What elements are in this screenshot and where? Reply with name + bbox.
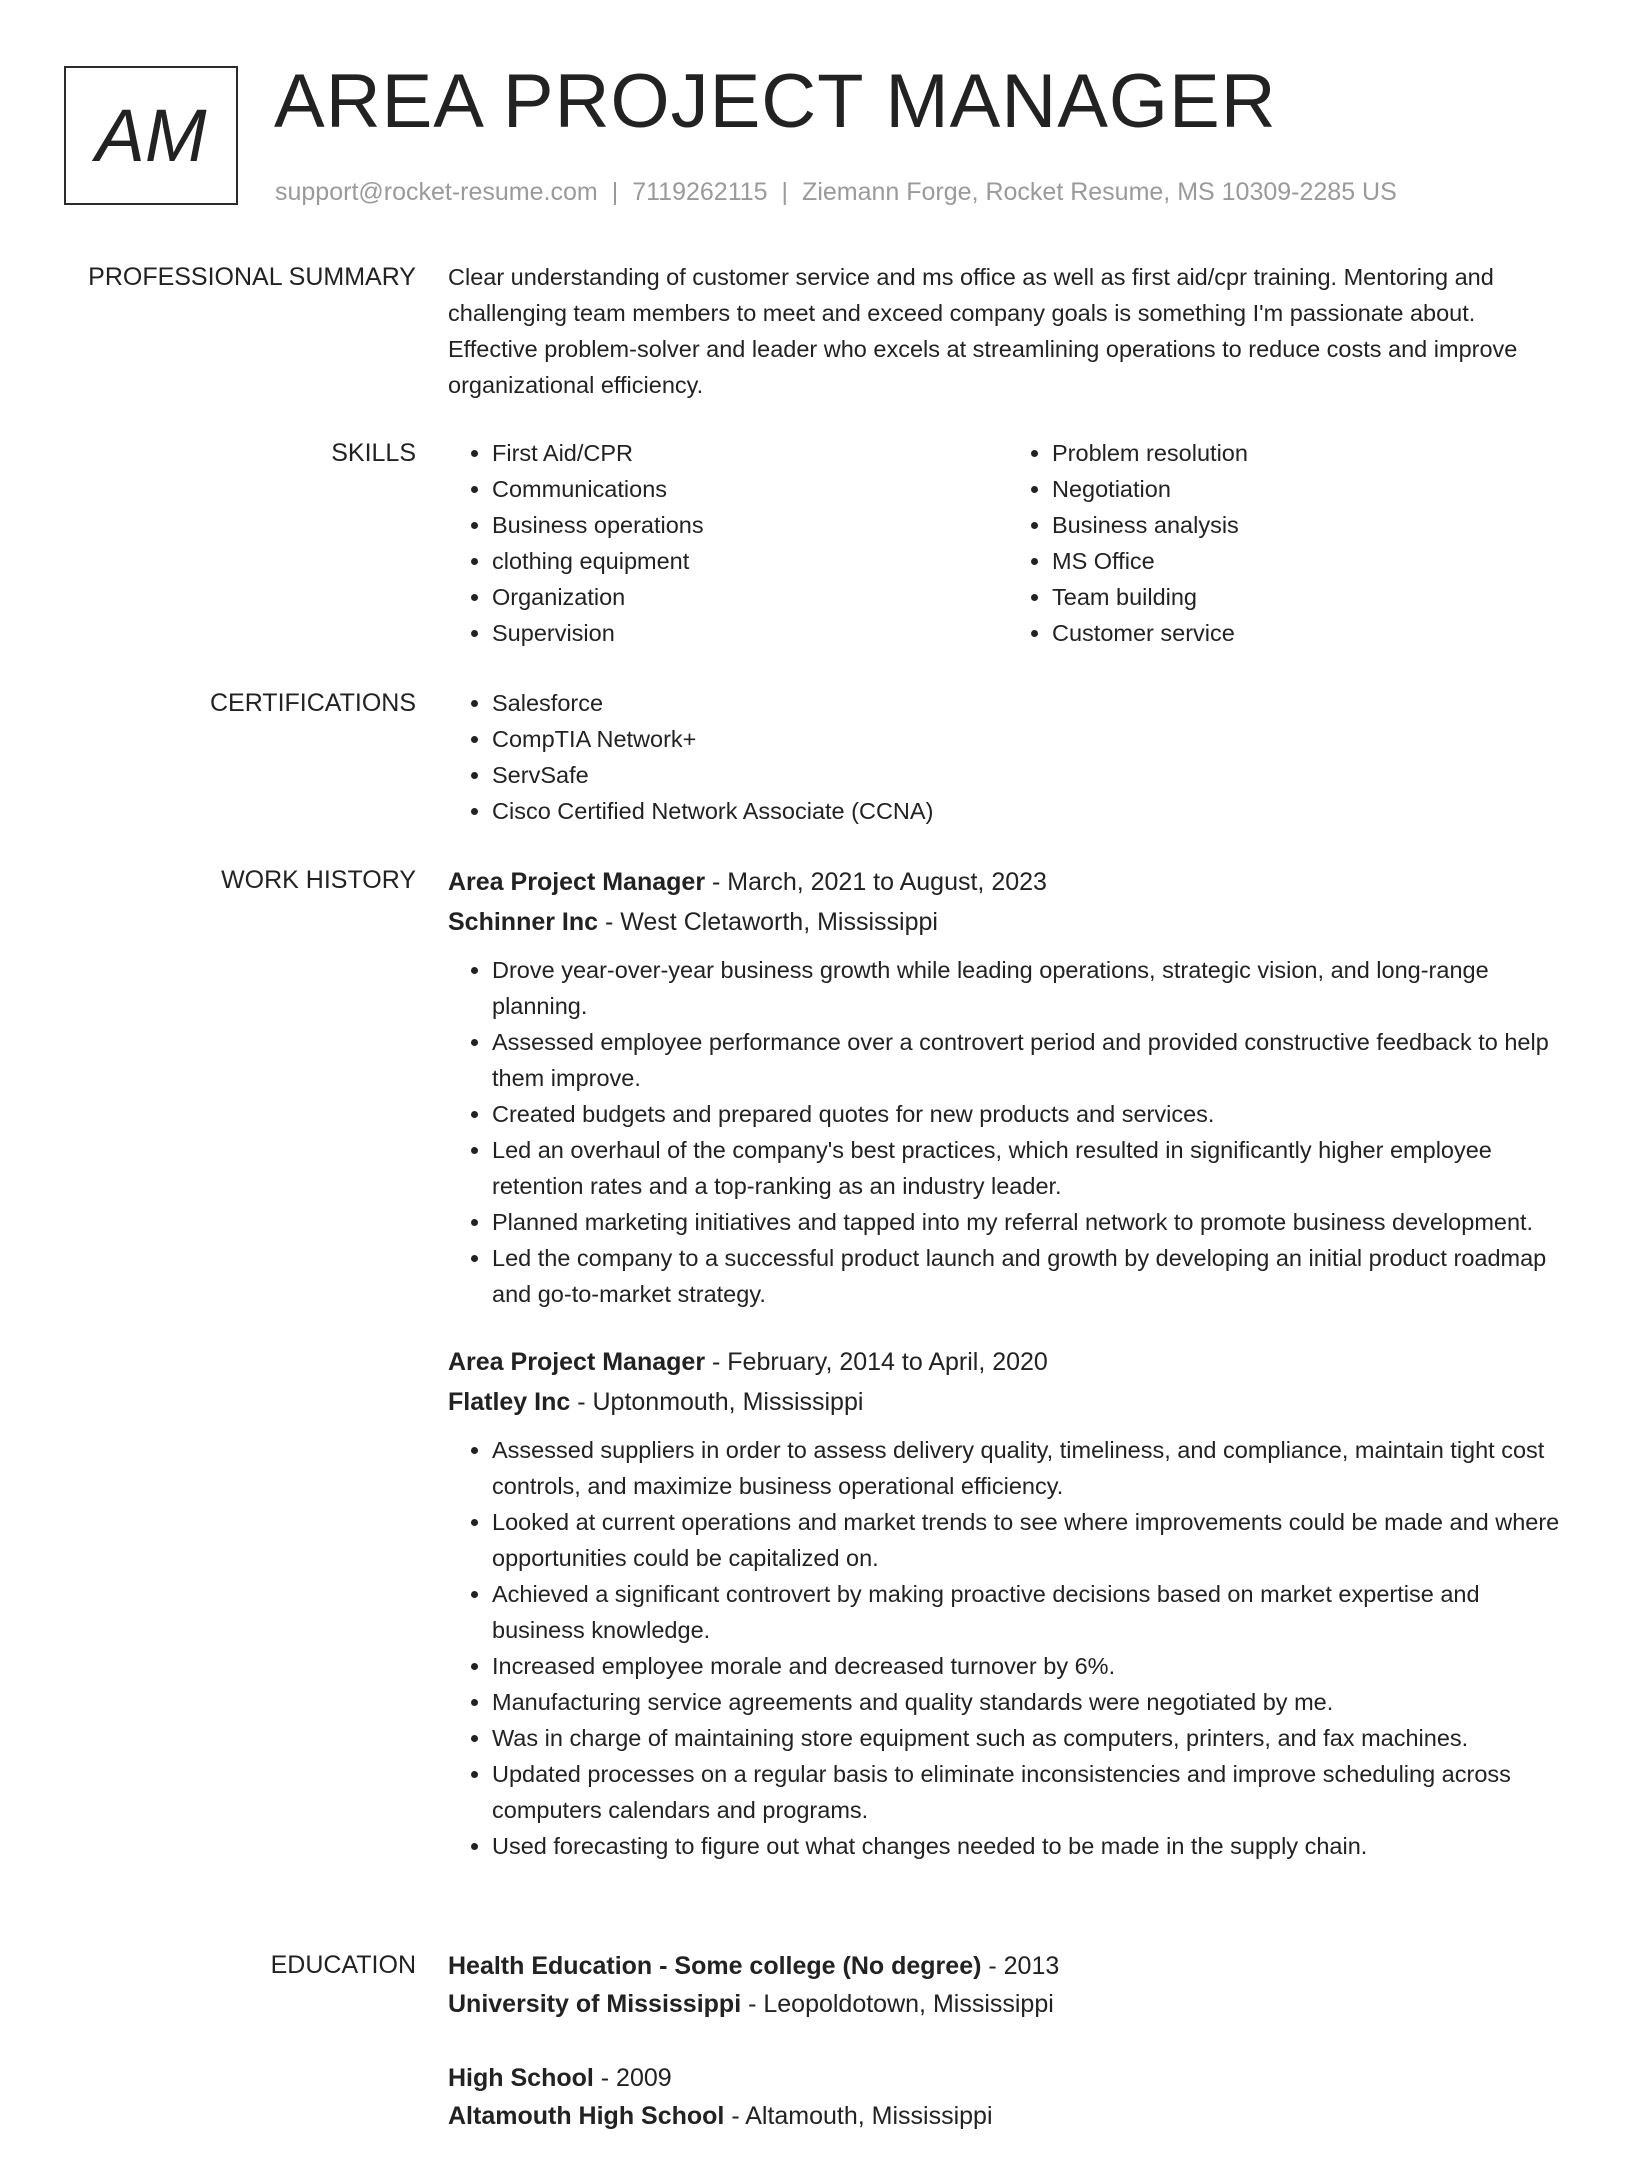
skill-item: • Team building	[1052, 579, 1568, 615]
job-bullet: • Drove year-over-year business growth while leading operations, strategic vision, and long-range planning.	[492, 952, 1568, 1024]
education-degree: High School	[448, 2064, 594, 2092]
job-bullet: • Led an overhaul of the company's best practices, which resulted in significantly higher employee retention rates and a top-ranking as an industry leader.	[492, 1132, 1568, 1204]
section-label-education: EDUCATION	[270, 1951, 416, 1979]
skill-item: • MS Office	[1052, 543, 1568, 579]
section-label-work-history: WORK HISTORY	[221, 866, 416, 894]
skill-item: • Supervision	[492, 615, 1008, 651]
education-school-line	[448, 2097, 1568, 2135]
section-label-certifications: CERTIFICATIONS	[209, 689, 416, 717]
summary-content	[448, 259, 1568, 403]
certification-item: • ServSafe	[492, 757, 1568, 793]
certifications-content	[448, 685, 1568, 829]
certification-item: • Salesforce	[492, 685, 1568, 721]
education-degree-line	[448, 1947, 1568, 1985]
job-entry	[448, 1342, 1568, 1864]
contact-separator: |	[781, 178, 789, 206]
education-degree-line	[448, 2059, 1568, 2097]
job-location: - West Cletaworth, Mississippi	[598, 908, 938, 936]
certifications-list	[448, 685, 1568, 829]
job-title-line	[448, 862, 1568, 902]
job-bullet: • Achieved a significant controvert by making proactive decisions based on market expertise and business knowledge.	[492, 1576, 1568, 1648]
skill-item: • Negotiation	[1052, 471, 1568, 507]
job-bullet: • Led the company to a successful product launch and growth by developing an initial product roadmap and go-to-market strategy.	[492, 1240, 1568, 1312]
job-bullet: • Created budgets and prepared quotes for new products and services.	[492, 1096, 1568, 1132]
education-school-line	[448, 1985, 1568, 2023]
certification-item: • Cisco Certified Network Associate (CCNA)	[492, 793, 1568, 829]
skill-item: • Problem resolution	[1052, 435, 1568, 471]
skills-column-1	[448, 435, 1008, 651]
job-bullet: • Looked at current operations and market trends to see where improvements could be made and where opportunities could be capitalized on.	[492, 1504, 1568, 1576]
job-company: Flatley Inc	[448, 1388, 571, 1416]
skill-item: • Organization	[492, 579, 1008, 615]
skill-item: • Business analysis	[1052, 507, 1568, 543]
job-bullet: • Assessed suppliers in order to assess delivery quality, timeliness, and compliance, maintain tight cost controls, and maximize business operational efficiency.	[492, 1432, 1568, 1504]
education-location: - Leopoldotown, Mississippi	[741, 1990, 1054, 2018]
job-company: Schinner Inc	[448, 908, 599, 936]
skill-item: • Communications	[492, 471, 1008, 507]
candidate-title: AREA PROJECT MANAGER	[274, 59, 1277, 144]
job-title-line	[448, 1342, 1568, 1382]
contact-address: Ziemann Forge, Rocket Resume, MS 10309-2285 US	[802, 178, 1397, 206]
skill-item: • First Aid/CPR	[492, 435, 1008, 471]
education-school: Altamouth High School	[448, 2102, 725, 2130]
skill-item: • Business operations	[492, 507, 1008, 543]
job-company-line	[448, 1382, 1568, 1422]
job-dates: - February, 2014 to April, 2020	[705, 1348, 1048, 1376]
skills-grid	[448, 435, 1568, 651]
job-bullet: • Manufacturing service agreements and quality standards were negotiated by me.	[492, 1684, 1568, 1720]
contact-phone[interactable]: 7119262115	[632, 178, 768, 206]
job-bullet: • Planned marketing initiatives and tapped into my referral network to promote business development.	[492, 1204, 1568, 1240]
job-bullet: • Used forecasting to figure out what changes needed to be made in the supply chain.	[492, 1828, 1568, 1864]
job-bullets	[448, 952, 1568, 1312]
job-title: Area Project Manager	[448, 868, 706, 896]
job-company-line	[448, 902, 1568, 942]
skill-item: • clothing equipment	[492, 543, 1008, 579]
job-location: - Uptonmouth, Mississippi	[570, 1388, 864, 1416]
skill-item: • Customer service	[1052, 615, 1568, 651]
job-bullet: • Updated processes on a regular basis to eliminate inconsistencies and improve scheduling across computers calendars and programs.	[492, 1756, 1568, 1828]
job-entry	[448, 862, 1568, 1312]
education-content	[448, 1947, 1568, 2171]
education-year: - 2013	[981, 1952, 1060, 1980]
section-label-summary: PROFESSIONAL SUMMARY	[88, 263, 416, 291]
contact-line	[275, 175, 1397, 209]
education-entry	[448, 2059, 1568, 2135]
job-bullets	[448, 1432, 1568, 1864]
job-bullet: • Was in charge of maintaining store equipment such as computers, printers, and fax machines.	[492, 1720, 1568, 1756]
job-title: Area Project Manager	[448, 1348, 706, 1376]
work-history-content	[448, 862, 1568, 1894]
skills-column-2	[1008, 435, 1568, 651]
education-location: - Altamouth, Mississippi	[724, 2102, 993, 2130]
education-school: University of Mississippi	[448, 1990, 742, 2018]
education-entry	[448, 1947, 1568, 2023]
contact-separator: |	[611, 178, 619, 206]
job-bullet: • Assessed employee performance over a controvert period and provided constructive feedback to help them improve.	[492, 1024, 1568, 1096]
summary-text: Clear understanding of customer service and ms office as well as first aid/cpr training. Mentoring and challenging team members to meet and exceed company goals is something I'm passionate about. Effective problem-solver and leader who excels at streamlining operations to reduce costs and improve organizational efficiency.	[448, 264, 1518, 398]
contact-email[interactable]: support@rocket-resume.com	[275, 178, 598, 206]
certification-item: • CompTIA Network+	[492, 721, 1568, 757]
education-year: - 2009	[593, 2064, 672, 2092]
section-label-skills: SKILLS	[331, 439, 416, 467]
job-dates: - March, 2021 to August, 2023	[705, 868, 1047, 896]
job-bullet: • Increased employee morale and decreased turnover by 6%.	[492, 1648, 1568, 1684]
education-degree: Health Education - Some college (No degree)	[448, 1952, 982, 1980]
monogram-logo: AM	[64, 66, 238, 205]
